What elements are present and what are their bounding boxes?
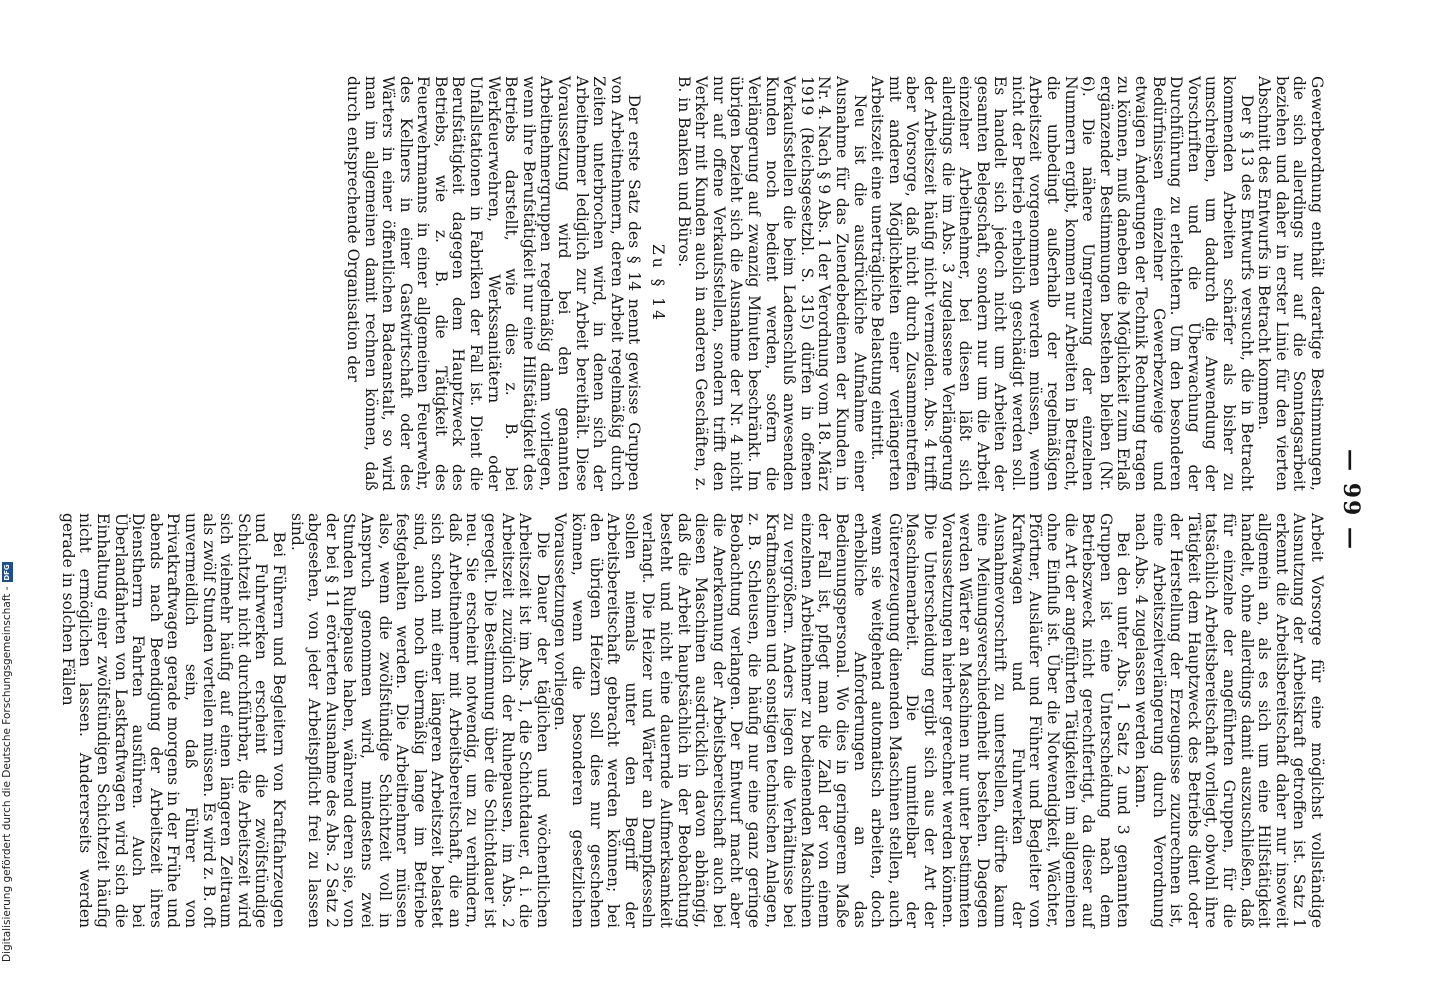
page-number: — 99 —	[1338, 449, 1364, 551]
section-heading: Zu § 14	[649, 243, 668, 324]
paragraph: Gewerbeordnung enthält derartige Bestimmungen, die sich allerdings nur auf die Sonntagsarbeit beziehen und daher in erster Linie für den vierten Abschnitt des Entwurfs in Betracht kommen.	[1255, 76, 1326, 491]
paragraph: Der erste Satz des § 14 nennt gewisse Gruppen von Arbeitnehmern, deren Arbeit regelmäßig durch Zeiten unterbrochen wird, in denen sich der Arbeitnehmer lediglich zur Arbeit bereithält. Diese Voraussetzung wird bei den genannten Arbeitnehmergruppen regelmäßig dann vorliegen, wenn ihre Berufstätigkeit nur eine Hilfstätigkeit des Betriebs darstellt, wie dies z. B. bei Werkfeuerwehren, Werkssanitätern oder Unfallstationen in Fabriken der Fall ist. Dient die Berufstätigkeit dagegen dem Hauptzweck des Betriebs, wie z. B. die Tätigkeit des Feuerwehrmanns in einer allgemeinen Feuerwehr, des Kellners in einer Gastwirtschaft oder des Wärters in einer öffentlichen Badeanstalt, so wird man im allgemeinen damit rechnen können, daß durch entsprechende Organisation der	[343, 76, 644, 491]
document-page	[58, 54, 1373, 946]
right-column	[58, 513, 1326, 928]
digitization-credit	[0, 0, 14, 962]
credit-text: Digitalisierung gefördert durch die Deutsche Forschungsgemeinschaft -	[1, 586, 13, 962]
left-column	[89, 76, 1325, 491]
digitization-credit-strip	[0, 0, 14, 1000]
paragraph: Bei Führern und Begleitern von Kraftfahrzeugen und Fuhrwerken erscheint die zwölfstündige Schichtzeit nicht durchführbar, die Arbeitszeit wird sich vielmehr häufig auf einen längeren Zeitraum als zwölf Stunden verteilen müssen. Es wird z. B. oft unvermeidlich sein, daß Führer von Privatkraftwagen gerade morgens in der Frühe und abends nach Beendigung der Arbeitszeit ihres Dienstherrn Fahrten ausführen. Auch bei Überlandfahrten von Lastkraftwagen wird sich die Einhaltung einer zwölfstündigen Schichtzeit häufig nicht ermöglichen lassen. Andererseits werden gerade in solchen Fällen	[58, 513, 288, 928]
paragraph: Neu ist die ausdrückliche Aufnahme einer Ausnahme für das Zuendebedienen der Kunden in Nr. 4. Nach § 9 Abs. 1 der Verordnung vom 18. März 1919 (Reichsgesetzbl. S. 315) dürfen in offenen Verkaufsstellen die beim Ladenschluß anwesenden Kunden noch bedient werden, sofern die Verlängerung auf zwanzig Minuten beschränkt. Im übrigen bezieht sich die Ausnahme der Nr. 4 nicht nur auf offene Verkaufsstellen, sondern trifft den Verkehr mit Kunden auch in anderen Geschäften, z. B. in Banken und Büros.	[674, 76, 869, 491]
text-columns	[58, 76, 1326, 928]
paragraph: Bei den unter Abs. 1 Satz 2 und 3 genannten Gruppen ist eine Unterscheidung nach dem Betriebszweck nicht gerechtfertigt, da dieser auf die Art der angeführten Tätigkeiten im allgemeinen ohne Einfluß ist. Über die Notwendigkeit, Wächter, Pförtner, Ausläufer und Führer und Begleiter von Kraftwagen und Fuhrwerken der Ausnahmevorschrift zu unterstellen, dürfte kaum eine Meinungsverschiedenheit bestehen. Dagegen werden Wärter an Maschinen nur unter bestimmten Voraussetzungen hierher gerechnet werden können. Die Unterscheidung ergibt sich aus der Art der Maschinenarbeit. Die unmittelbar der Gütererzeugung dienenden Maschinen stellen, auch wenn sie weitgehend automatisch arbeiten, doch erhebliche Anforderungen an das Bedienungspersonal. Wo dies in geringerem Maße der Fall ist, pflegt man die Zahl der von einem einzelnen Arbeitnehmer zu bedienenden Maschinen zu vergrößern. Anders liegen die Verhältnisse bei Kraftmaschinen und sonstigen technischen Anlagen, z. B. Schleusen, die häufig nur eine ganz geringe Beobachtung verlangen. Der Entwurf macht aber die Anerkennung der Arbeitsbereitschaft auch bei diesen Maschinen ausdrücklich davon abhängig, daß die Arbeit hauptsächlich in der Beobachtung besteht und nicht eine dauernde Aufmerksamkeit verlangt. Die Heizer und Wärter an Dampfkesseln sollen niemals unter den Begriff der Arbeitsbereitschaft gebracht werden können; bei den übrigen Heizern soll dies nur geschehen können, wenn die besonderen gesetzlichen Voraussetzungen vorliegen.	[551, 513, 1133, 928]
paragraph: Der § 13 des Entwurfs versucht, die in Betracht kommenden Arbeiten schärfer als bisher zu umschreiben, um dadurch die Anwendung der Vorschriften und die Überwachung der Durchführung zu erleichtern. Um den besonderen Bedürfnissen einzelner Gewerbezweige und etwaigen Änderungen der Technik Rechnung tragen zu können, muß daneben die Möglichkeit zum Erlaß ergänzender Bestimmungen bestehen bleiben (Nr. 6). Die nähere Umgrenzung der einzelnen Nummern ergibt, kommen nur Arbeiten in Betracht, die unbedingt außerhalb der regelmäßigen Arbeitszeit vorgenommen werden müssen, wenn nicht der Betrieb erheblich geschädigt werden soll. Es handelt sich jedoch nicht um Arbeiten der gesamten Belegschaft, sondern nur um die Arbeit einzelner Arbeitnehmer, bei diesen läßt sich allerdings die im Abs. 3 zugelassene Verlängerung der Arbeitszeit häufig nicht vermeiden. Abs. 4 trifft aber Vorsorge, daß nicht durch Zusammentreffen mit anderen Möglichkeiten einer verlängerten Arbeitszeit eine unerträgliche Belastung eintritt.	[868, 76, 1256, 491]
paragraph: Die Dauer der täglichen und wöchentlichen Arbeitszeit ist im Abs. 1, die Schichtdauer, d. i. die Arbeitszeit zuzüglich der Ruhepausen, im Abs. 2 geregelt. Die Bestimmung über die Schichtdauer ist neu. Sie erscheint notwendig, um zu verhindern, daß Arbeitnehmer mit Arbeitsbereitschaft, die an sich schon mit einer längeren Arbeitszeit belastet sind, auch noch übermäßig lange im Betriebe festgehalten werden. Die Arbeitnehmer müssen also, wenn die zwölfstündige Schichtzeit voll in Anspruch genommen wird, mindestens zwei Stunden Ruhepause haben, während deren sie, von der bei § 11 erörterten Ausnahme des Abs. 2 Satz 2 abgesehen, von jeder Arbeitspflicht frei zu lassen sind.	[287, 513, 552, 928]
dfg-logo: DFG	[2, 564, 11, 581]
paragraph: Arbeit Vorsorge für eine möglichst vollständige Ausnutzung der Arbeitskraft getroffen ist. Satz 1 erkennt die Arbeitsbereitschaft daher nur insoweit allgemein an, als es sich um eine Hilfstätigkeit handelt, ohne allerdings damit auszuschließen, daß für einzelne der angeführten Gruppen, für die tatsächlich Arbeitsbereitschaft vorliegt, obwohl ihre Tätigkeit dem Hauptzweck des Betriebs dient oder der Herstellung der Erzeugnisse zuzurechnen ist, eine Arbeitszeitverlängerung durch Verordnung nach Abs. 4 zugelassen werden kann.	[1132, 513, 1326, 928]
